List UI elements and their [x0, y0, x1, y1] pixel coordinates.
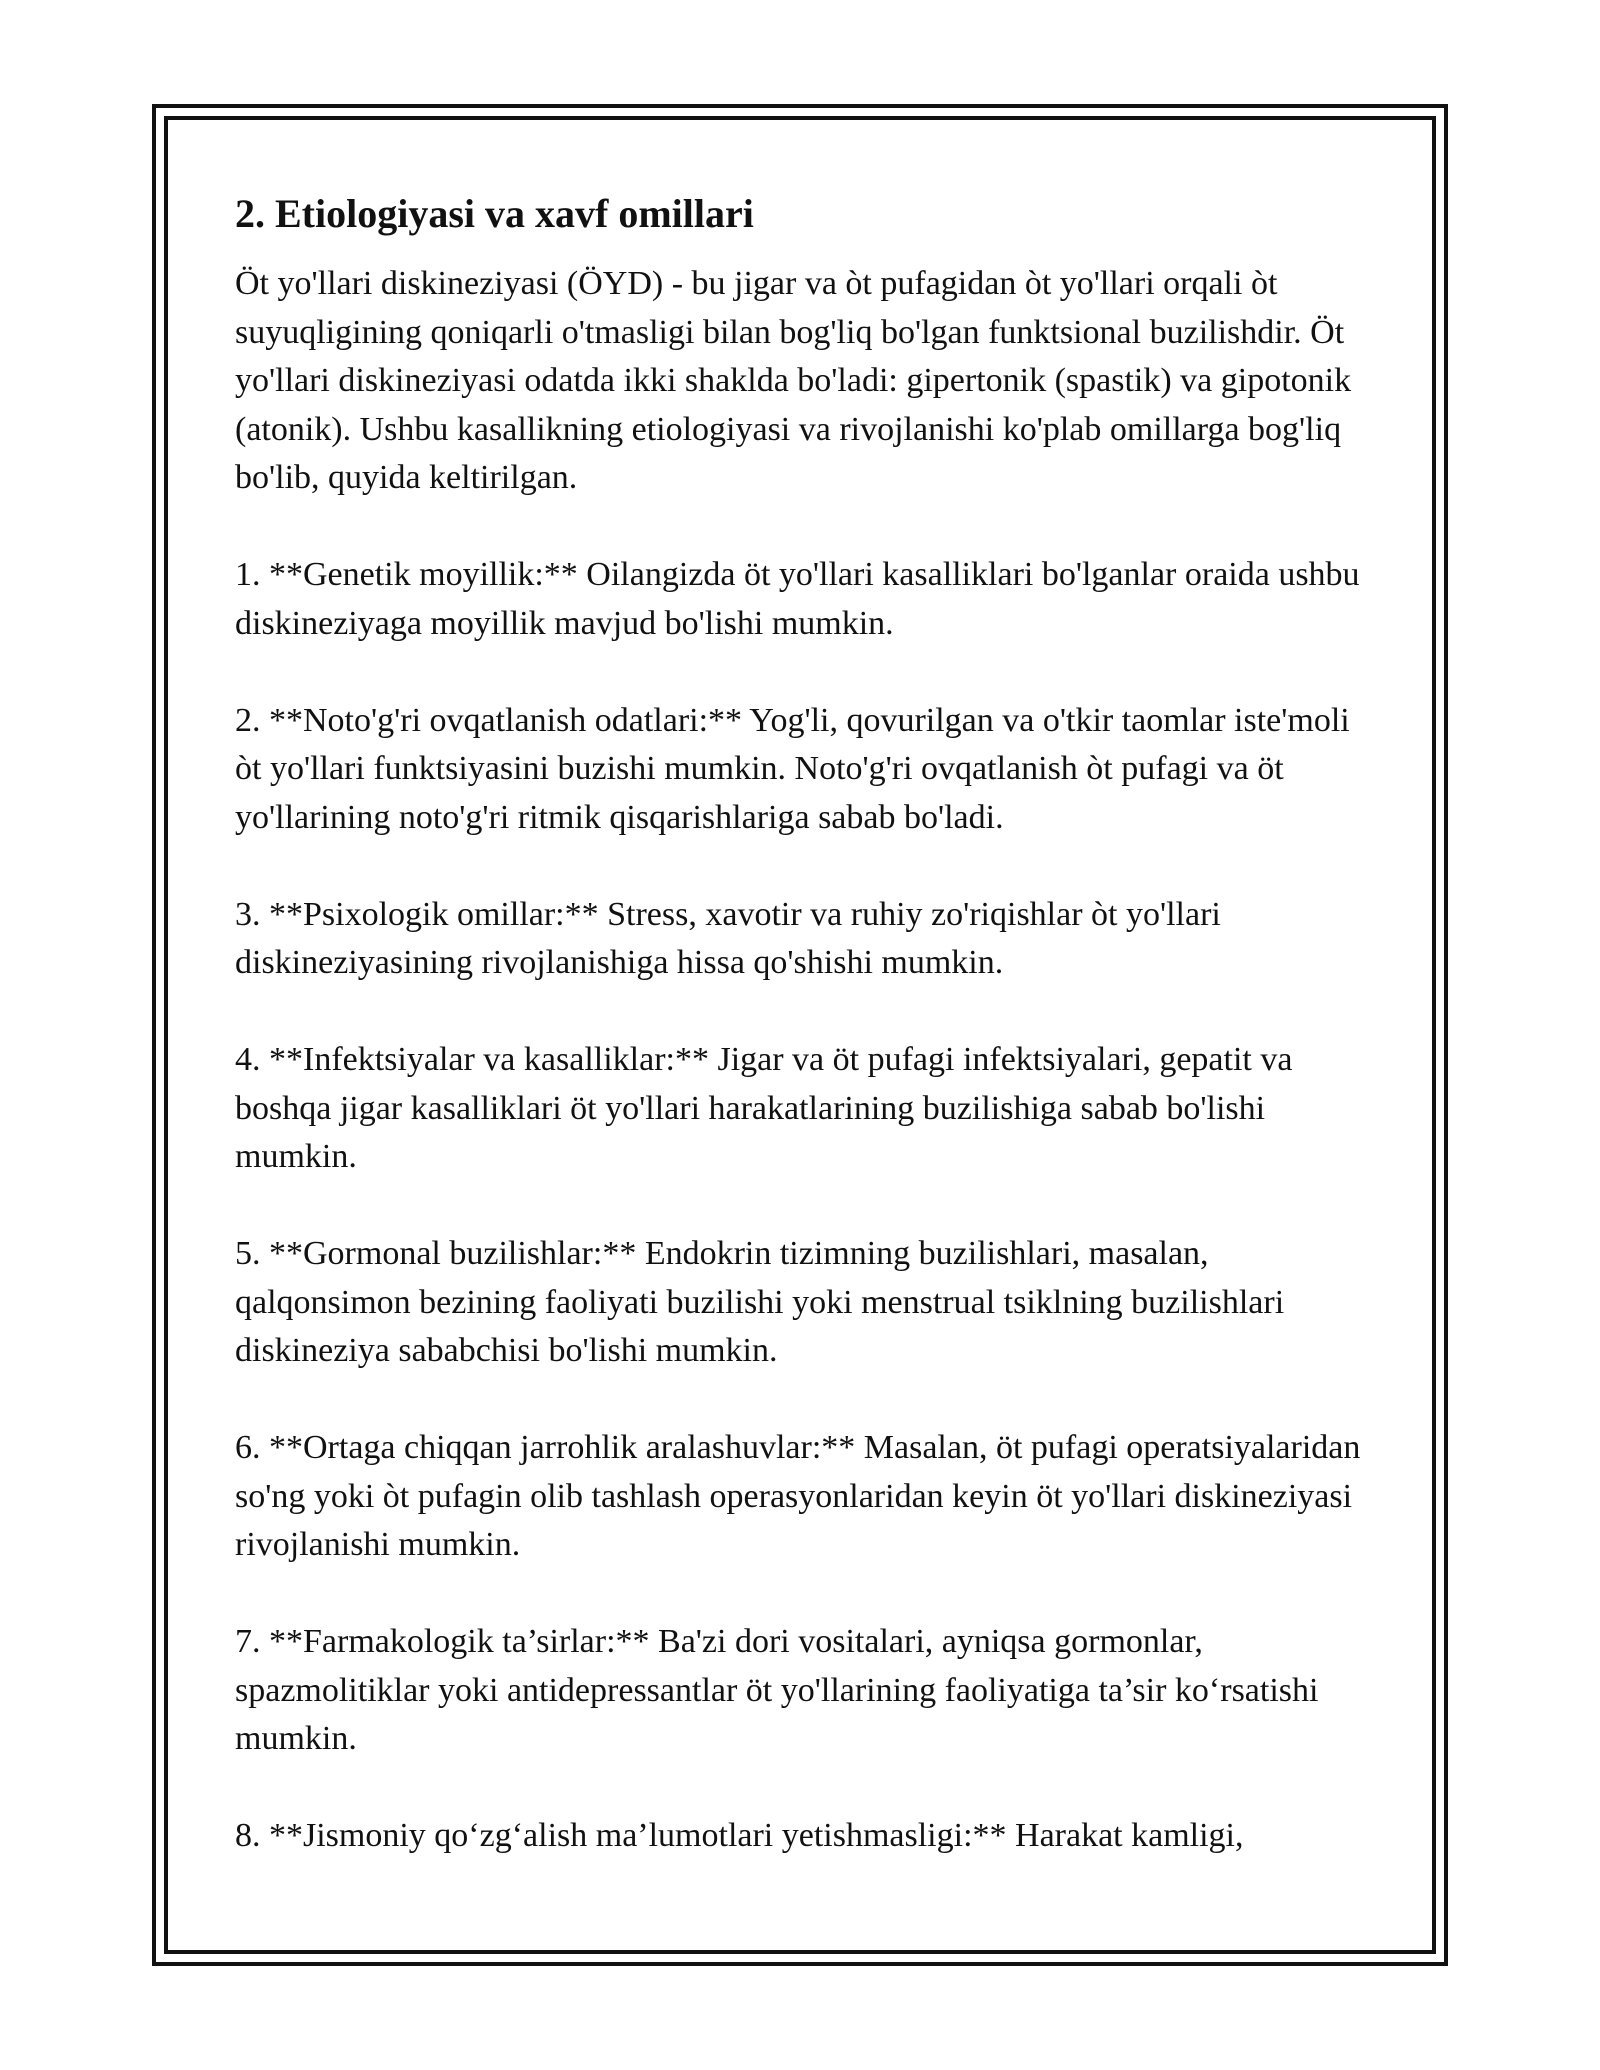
list-item: 3. **Psixologik omillar:** Stress, xavotir va ruhiy zo'riqishlar òt yo'llari diskineziyasining rivojlanishiga hissa qo'shishi mumkin. [235, 895, 1221, 981]
list-item: 8. **Jismoniy qo‘zg‘alish ma’lumotlari yetishmasligi:** Harakat kamligi, [235, 1817, 1244, 1854]
list-item: 7. **Farmakologik ta’sirlar:** Ba'zi dori vositalari, ayniqsa gormonlar, spazmolitiklar yoki antidepressantlar öt yo'llarining faoliyatiga ta’sir ko‘rsatishi mumkin. [235, 1623, 1319, 1757]
document-body [235, 190, 1375, 1861]
list-item: 1. **Genetik moyillik:** Oilangizda öt yo'llari kasalliklari bo'lganlar oraida ushbu diskineziyaga moyillik mavjud bo'lishi mumkin. [235, 556, 1360, 642]
list-item: 6. **Ortaga chiqqan jarrohlik aralashuvlar:** Masalan, öt pufagi operatsiyalaridan so'ng yoki òt pufagin olib tashlash operasyonlaridan keyin öt yo'llari diskineziyasi rivojlanishi mumkin. [235, 1429, 1361, 1563]
list-item: 5. **Gormonal buzilishlar:** Endokrin tizimning buzilishlari, masalan, qalqonsimon bezining faoliyati buzilishi yoki menstrual tsiklning buzilishlari diskineziya sababchisi bo'lishi mumkin. [235, 1235, 1285, 1369]
list-item: 2. **Noto'g'ri ovqatlanish odatlari:** Yog'li, qovurilgan va o'tkir taomlar iste'moli òt yo'llari funktsiyasini buzishi mumkin. Noto'g'ri ovqatlanish òt pufagi va öt yo'llarining noto'g'ri ritmik qisqarishlariga sabab bo'ladi. [235, 701, 1350, 836]
list-item: 4. **Infektsiyalar va kasalliklar:** Jigar va öt pufagi infektsiyalari, gepatit va boshqa jigar kasalliklari öt yo'llari harakatlarining buzilishiga sabab bo'lishi mumkin. [235, 1041, 1293, 1175]
intro-paragraph: Öt yo'llari diskineziyasi (ÖYD) - bu jigar va òt pufagidan òt yo'llari orqali òt suyuqligining qoniqarli o'tmasligi bilan bog'liq bo'lgan funktsional buzilishdir. Öt yo'llari diskineziyasi odatda ikki shaklda bo'ladi: gipertonik (spastik) va gipotonik (atonik). Ushbu kasallikning etiologiyasi va rivojlanishi ko'plab omillarga bog'liq bo'lib, quyida keltirilgan. [235, 265, 1352, 496]
section-heading: 2. Etiologiyasi va xavf omillari [235, 191, 754, 236]
